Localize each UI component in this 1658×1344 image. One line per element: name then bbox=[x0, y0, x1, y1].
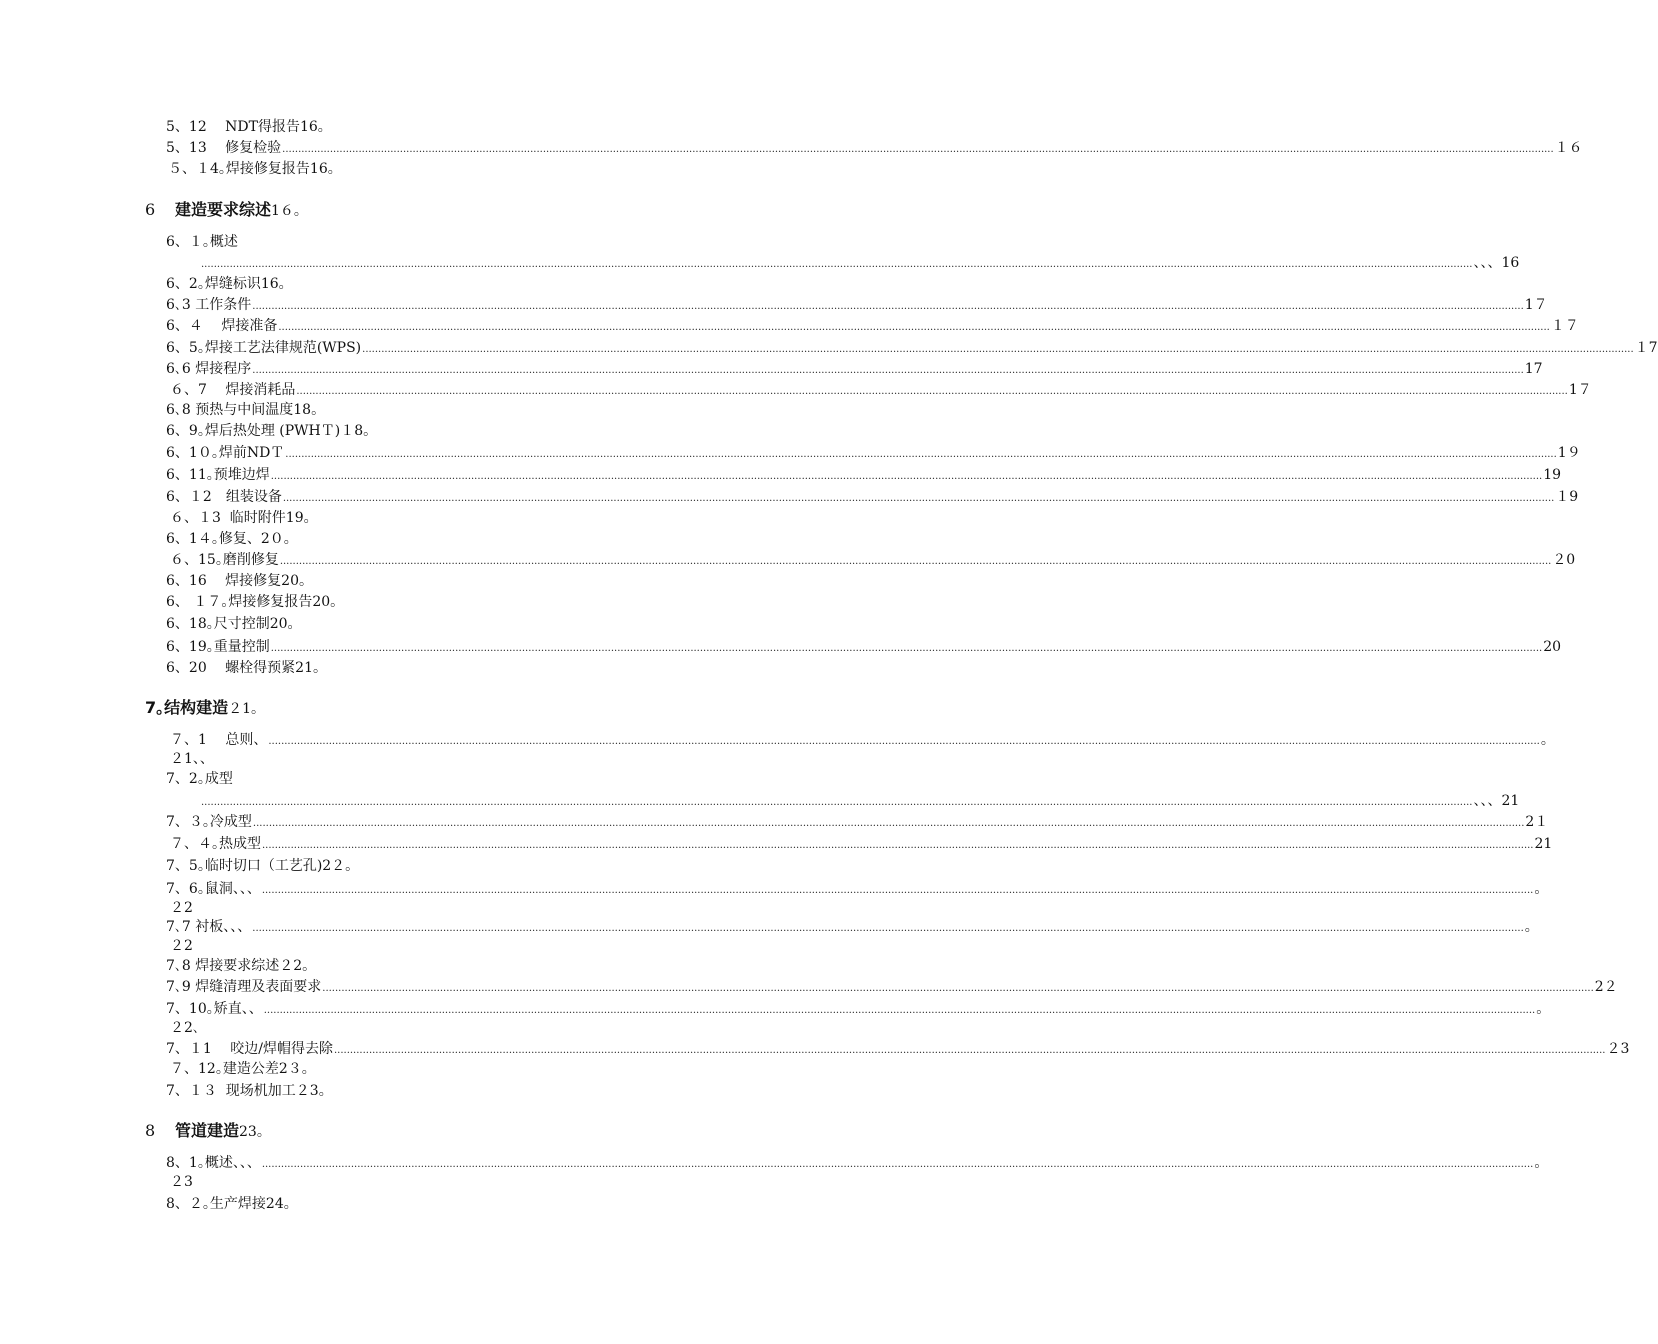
toc-entry[interactable]: 6、18｡尺寸控制20｡ bbox=[166, 616, 295, 632]
dot-leader: ................................................................................................................................................................................................................................................................................................................................................................................................................ bbox=[322, 983, 1594, 994]
toc-entry-page: ｡ bbox=[1534, 881, 1542, 897]
toc-entry[interactable] bbox=[166, 978, 1618, 998]
toc-entry[interactable] bbox=[166, 360, 1543, 380]
dot-leader: ................................................................................................................................................................................................................................................................................................................................................................................................................ bbox=[270, 643, 1543, 654]
toc-entry-label: 6､3 工作条件 bbox=[166, 297, 252, 313]
toc-entry-page: １9 bbox=[1555, 489, 1579, 505]
toc-entry-continuation: ２3 bbox=[170, 1174, 193, 1190]
dot-leader: ................................................................................................................................................................................................................................................................................................................................................................................................................ bbox=[252, 365, 1524, 376]
dot-leader: ................................................................................................................................................................................................................................................................................................................................................................................................................ bbox=[362, 344, 1634, 355]
toc-entry-page: ｡ bbox=[1534, 1155, 1542, 1171]
toc-entry-page: 1９ bbox=[1557, 445, 1581, 461]
toc-entry[interactable] bbox=[166, 1040, 1630, 1060]
section-number: 6 bbox=[145, 200, 156, 219]
toc-entry-label: 7、１1 咬边/焊帽得去除 bbox=[166, 1041, 333, 1057]
dot-leader: ................................................................................................................................................................................................................................................................................................................................................................................................................ bbox=[279, 556, 1552, 567]
toc-entry-label: ７、1 总则、 bbox=[170, 732, 268, 748]
toc-entry-page: 17 bbox=[1524, 361, 1543, 377]
toc-entry-label: ６、7 焊接消耗品 bbox=[170, 382, 296, 398]
section-page: 1６｡ bbox=[271, 203, 301, 219]
toc-entry[interactable]: 6、2｡焊缝标识16｡ bbox=[166, 276, 286, 292]
toc-entry-page: 、、、16 bbox=[1473, 255, 1520, 271]
toc-entry[interactable]: 6、 １７｡焊接修复报告20｡ bbox=[166, 594, 338, 610]
toc-entry[interactable]: ５、１4｡焊接修复报告16｡ bbox=[168, 161, 335, 177]
toc-entry-label: 7、10｡矫直、、 bbox=[166, 1001, 263, 1017]
toc-entry[interactable] bbox=[166, 444, 1581, 464]
toc-entry-page: 20 bbox=[1543, 639, 1562, 655]
dot-leader: ................................................................................................................................................................................................................................................................................................................................................................................................................ bbox=[285, 449, 1557, 460]
toc-entry-page: １６ bbox=[1554, 140, 1583, 156]
toc-entry[interactable] bbox=[200, 254, 1520, 274]
toc-entry-page: ｡ bbox=[1524, 919, 1532, 935]
toc-entry[interactable]: 6、1４｡修复、2０｡ bbox=[166, 531, 291, 547]
toc-entry-label: 6､6 焊接程序 bbox=[166, 361, 252, 377]
toc-entry-continuation: ２1、、 bbox=[170, 751, 214, 767]
toc-entry-page: ｡ bbox=[1536, 1001, 1544, 1017]
toc-entry-label: 6、19｡重量控制 bbox=[166, 639, 270, 655]
toc-entry-page: 2１ bbox=[1525, 814, 1549, 830]
toc-entry[interactable] bbox=[166, 1154, 1542, 1174]
section-page: ２1｡ bbox=[228, 701, 259, 717]
toc-entry-page: １7 bbox=[1634, 340, 1658, 356]
toc-entry[interactable]: ６、１3 临时附件19｡ bbox=[170, 510, 311, 526]
toc-entry[interactable]: 8、２｡生产焊接24｡ bbox=[166, 1196, 291, 1212]
dot-leader: ................................................................................................................................................................................................................................................................................................................................................................................................................ bbox=[282, 493, 1555, 504]
toc-entry-label: 7､7 衬板、、、 bbox=[166, 919, 252, 935]
toc-entry[interactable] bbox=[166, 1000, 1544, 1020]
dot-leader: ................................................................................................................................................................................................................................................................................................................................................................................................................ bbox=[278, 322, 1550, 333]
toc-entry[interactable]: 6、16 焊接修复20｡ bbox=[166, 573, 306, 589]
toc-entry-page: 2２ bbox=[1594, 979, 1618, 995]
toc-entry-page: 19 bbox=[1543, 467, 1562, 483]
dot-leader: ................................................................................................................................................................................................................................................................................................................................................................................................................ bbox=[296, 386, 1568, 397]
toc-entry-label: 6、１2 组装设备 bbox=[166, 489, 282, 505]
toc-entry[interactable] bbox=[200, 792, 1520, 812]
toc-entry[interactable] bbox=[166, 880, 1542, 900]
toc-entry[interactable] bbox=[166, 488, 1579, 508]
dot-leader: ................................................................................................................................................................................................................................................................................................................................................................................................................ bbox=[252, 923, 1524, 934]
toc-entry[interactable]: 7、5｡临时切口（工艺孔)2２｡ bbox=[166, 858, 353, 874]
dot-leader: ................................................................................................................................................................................................................................................................................................................................................................................................................ bbox=[268, 736, 1540, 747]
toc-entry[interactable] bbox=[166, 339, 1658, 359]
toc-entry-label: 5、13 修复检验 bbox=[166, 140, 282, 156]
section-heading[interactable] bbox=[145, 200, 301, 221]
dot-leader: ................................................................................................................................................................................................................................................................................................................................................................................................................ bbox=[263, 1005, 1536, 1016]
toc-entry[interactable] bbox=[170, 381, 1592, 401]
toc-entry-label: 6、４ 焊接准备 bbox=[166, 318, 278, 334]
toc-entry[interactable]: 6、１｡概述 bbox=[166, 234, 238, 250]
toc-entry[interactable] bbox=[166, 918, 1532, 938]
toc-entry-page: 1７ bbox=[1524, 297, 1548, 313]
toc-entry-page: 1７ bbox=[1568, 382, 1592, 398]
toc-entry[interactable] bbox=[166, 296, 1548, 316]
section-heading[interactable] bbox=[145, 1121, 264, 1142]
dot-leader: ................................................................................................................................................................................................................................................................................................................................................................................................................ bbox=[262, 840, 1534, 851]
toc-entry[interactable] bbox=[166, 813, 1549, 833]
toc-entry-label: ７、４｡热成型 bbox=[170, 836, 261, 852]
toc-entry[interactable]: 6、9｡焊后热处理 (PWHＴ)１8｡ bbox=[166, 423, 371, 439]
toc-entry[interactable]: 7､8 焊接要求综述２2｡ bbox=[166, 958, 310, 974]
dot-leader: ................................................................................................................................................................................................................................................................................................................................................................................................................ bbox=[270, 471, 1543, 482]
toc-entry-label: ６、15｡磨削修复 bbox=[170, 552, 279, 568]
toc-entry[interactable] bbox=[170, 551, 1576, 571]
section-title: 管道建造 bbox=[175, 1121, 240, 1140]
toc-entry-continuation: ２2 bbox=[170, 938, 193, 954]
dot-leader: ................................................................................................................................................................................................................................................................................................................................................................................................................ bbox=[333, 1045, 1606, 1056]
section-number: 8 bbox=[145, 1121, 156, 1140]
dot-leader: ................................................................................................................................................................................................................................................................................................................................................................................................................ bbox=[261, 885, 1534, 896]
toc-entry-label: 6、5｡焊接工艺法律规范(WPS) bbox=[166, 340, 362, 356]
toc-entry[interactable] bbox=[166, 317, 1579, 337]
toc-entry-page: 、、、21 bbox=[1473, 793, 1520, 809]
section-title: 建造要求综述 bbox=[175, 200, 272, 219]
toc-entry[interactable] bbox=[170, 835, 1553, 855]
toc-entry-page: ２0 bbox=[1552, 552, 1576, 568]
dot-leader: ................................................................................................................................................................................................................................................................................................................................................................................................................ bbox=[261, 1159, 1534, 1170]
toc-entry[interactable] bbox=[166, 466, 1562, 486]
section-heading[interactable] bbox=[145, 698, 258, 719]
toc-entry-label: 6、1０｡焊前NDＴ bbox=[166, 445, 285, 461]
dot-leader: ................................................................................................................................................................................................................................................................................................................................................................................................................ bbox=[201, 259, 1473, 270]
section-title: 7｡结构建造 bbox=[145, 698, 229, 717]
toc-entry[interactable]: 7、2｡成型 bbox=[166, 771, 233, 787]
toc-entry-page: ２3 bbox=[1606, 1041, 1630, 1057]
dot-leader: ................................................................................................................................................................................................................................................................................................................................................................................................................ bbox=[201, 797, 1473, 808]
toc-entry-label: 6、11｡预堆边焊 bbox=[166, 467, 270, 483]
toc-entry-continuation: ２2 bbox=[170, 900, 193, 916]
toc-entry[interactable]: 7、１３ 现场机加工２3｡ bbox=[166, 1083, 326, 1099]
toc-entry-page: 21 bbox=[1534, 836, 1553, 852]
section-page: 23｡ bbox=[239, 1124, 264, 1140]
toc-entry-label: 7、３｡冷成型 bbox=[166, 814, 252, 830]
toc-entry-page: ｡ bbox=[1540, 732, 1548, 748]
toc-entry-label: 7､9 焊缝清理及表面要求 bbox=[166, 979, 322, 995]
toc-entry[interactable]: 6、20 螺栓得预紧21｡ bbox=[166, 660, 320, 676]
dot-leader: ................................................................................................................................................................................................................................................................................................................................................................................................................ bbox=[282, 144, 1554, 155]
toc-entry[interactable] bbox=[170, 731, 1548, 751]
dot-leader: ................................................................................................................................................................................................................................................................................................................................................................................................................ bbox=[252, 818, 1525, 829]
toc-entry-continuation: ２2､ bbox=[170, 1020, 200, 1036]
toc-entry-label: 7、6｡鼠洞、、、 bbox=[166, 881, 261, 897]
toc-entry[interactable] bbox=[166, 139, 1583, 159]
toc-entry-page: １７ bbox=[1550, 318, 1579, 334]
toc-entry-label: 8、1｡概述、、、 bbox=[166, 1155, 261, 1171]
dot-leader: ................................................................................................................................................................................................................................................................................................................................................................................................................ bbox=[252, 301, 1524, 312]
toc-entry[interactable] bbox=[166, 638, 1562, 658]
toc-entry[interactable]: 6､8 预热与中间温度18｡ bbox=[166, 402, 319, 418]
toc-entry[interactable]: 5、12 NDT得报告16｡ bbox=[166, 119, 325, 135]
toc-entry[interactable]: ７、12｡建造公差2３｡ bbox=[170, 1061, 309, 1077]
